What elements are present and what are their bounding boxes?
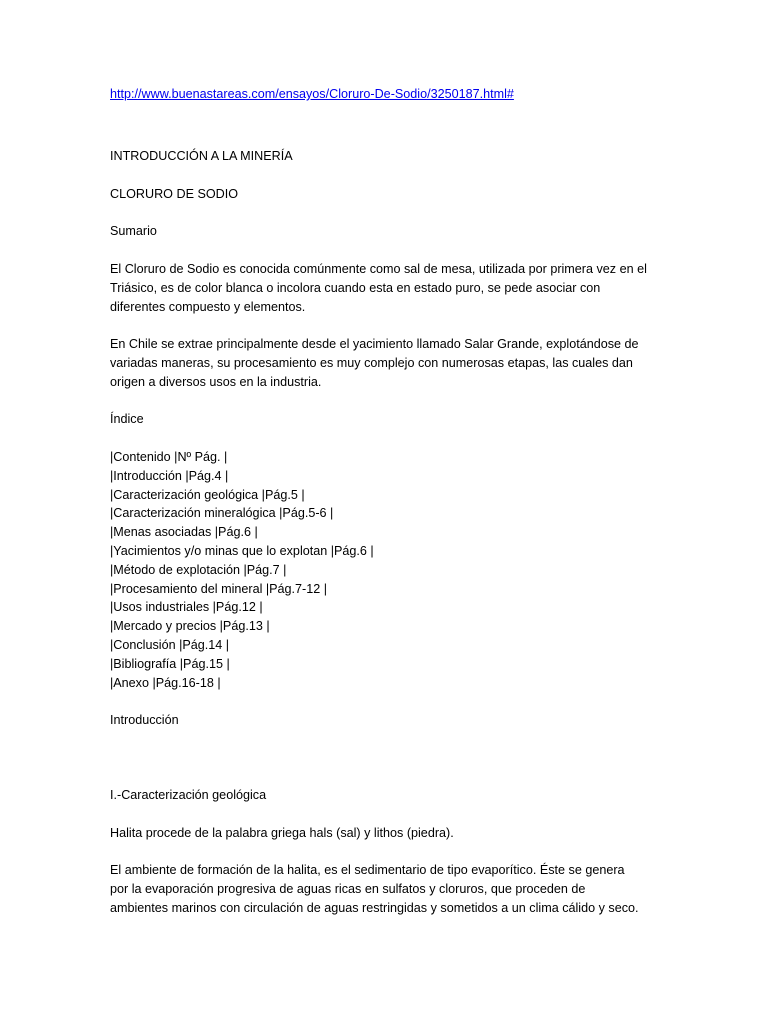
index-row: |Menas asociadas |Pág.6 | — [110, 525, 258, 539]
index-heading: Índice — [110, 412, 144, 426]
summary-paragraph-1-line: diferentes compuesto y elementos. — [110, 300, 306, 314]
section-1-paragraph-2-line: por la evaporación progresiva de aguas ricas en sulfatos y cloruros, que proceden de — [110, 882, 586, 896]
introduction-heading: Introducción — [110, 713, 179, 727]
summary-paragraph-2-line: variadas maneras, su procesamiento es muy complejo con numerosas etapas, las cuales dan — [110, 356, 633, 370]
section-1-heading: I.-Caracterización geológica — [110, 788, 267, 802]
index-row: |Caracterización geológica |Pág.5 | — [110, 488, 305, 502]
summary-paragraph-2-line: origen a diversos usos en la industria. — [110, 375, 322, 389]
index-row: |Yacimientos y/o minas que lo explotan |Pág.6 | — [110, 544, 374, 558]
summary-paragraph-1-line: El Cloruro de Sodio es conocida comúnmente como sal de mesa, utilizada por primera vez en el — [110, 262, 647, 276]
index-row: |Usos industriales |Pág.12 | — [110, 600, 263, 614]
source-link[interactable]: http://www.buenastareas.com/ensayos/Cloruro-De-Sodio/3250187.html# — [110, 87, 514, 101]
section-1-paragraph-2-line: El ambiente de formación de la halita, es el sedimentario de tipo evaporítico. Éste se genera — [110, 863, 625, 877]
index-row: |Contenido |Nº Pág. | — [110, 450, 228, 464]
document-title: CLORURO DE SODIO — [110, 187, 239, 201]
index-row: |Mercado y precios |Pág.13 | — [110, 619, 270, 633]
section-1-paragraph-1: Halita procede de la palabra griega hals (sal) y lithos (piedra). — [110, 826, 454, 840]
index-row: |Conclusión |Pág.14 | — [110, 638, 230, 652]
index-row: |Método de explotación |Pág.7 | — [110, 563, 287, 577]
summary-paragraph-2-line: En Chile se extrae principalmente desde el yacimiento llamado Salar Grande, explotándose de — [110, 337, 639, 351]
index-row: |Caracterización mineralógica |Pág.5-6 | — [110, 506, 334, 520]
course-heading: INTRODUCCIÓN A LA MINERÍA — [110, 149, 293, 163]
index-row: |Procesamiento del mineral |Pág.7-12 | — [110, 582, 328, 596]
section-1-paragraph-2-line: ambientes marinos con circulación de aguas restringidas y sometidos a un clima cálido y seco. — [110, 901, 639, 915]
index-row: |Anexo |Pág.16-18 | — [110, 676, 221, 690]
summary-paragraph-1-line: Triásico, es de color blanca o incolora cuando esta en estado puro, se pede asociar con — [110, 281, 601, 295]
index-row: |Bibliografía |Pág.15 | — [110, 657, 230, 671]
summary-heading: Sumario — [110, 224, 157, 238]
index-row: |Introducción |Pág.4 | — [110, 469, 229, 483]
